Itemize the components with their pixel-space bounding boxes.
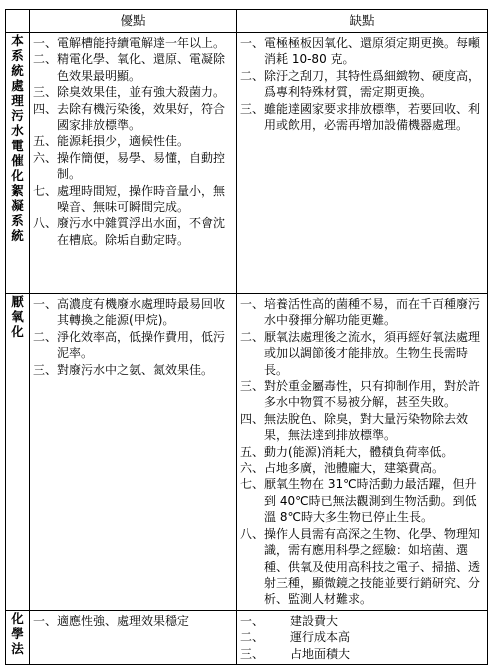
table-row bbox=[6, 611, 488, 665]
item-text: 對廢污水中之氨、氮效果佳。 bbox=[57, 362, 214, 377]
item-text: 操作人員需有高深之生物、化學、物理知識，需有應用科學之經驗：如培菌、選種、供氧及使用高科技之電子、掃描、透射三種，顯微鏡之技能並要行銷研究、分析、監測人材難求。 bbox=[264, 526, 481, 607]
item-text: 適應性強、處理效果穩定 bbox=[57, 614, 190, 628]
item-text: 占地多廣，池體龐大，建築費高。 bbox=[264, 461, 445, 476]
item-text: 動力(能源)消耗大，體積負荷率低。 bbox=[264, 444, 454, 459]
table-row bbox=[6, 33, 488, 294]
list-item bbox=[33, 133, 234, 149]
list-item bbox=[33, 613, 234, 629]
category-cell bbox=[6, 33, 30, 294]
item-text: 厭氧生物在 31℃時活動力最活躍，但升到 40℃時已無法觀測到生物活動。到低溫 8℃時大多生物已停止生長。 bbox=[264, 477, 477, 525]
list-item bbox=[240, 296, 485, 329]
item-number: 六、 bbox=[33, 150, 58, 165]
list-item bbox=[240, 646, 485, 662]
cons-list bbox=[237, 33, 487, 135]
item-text: 運行成本高 bbox=[290, 630, 351, 645]
list-item bbox=[240, 101, 485, 134]
item-number: 七、 bbox=[240, 477, 265, 492]
pros-cell bbox=[30, 611, 237, 665]
header-cons: 缺點 bbox=[237, 10, 488, 33]
item-number: 五、 bbox=[33, 134, 58, 149]
item-number: 二、 bbox=[33, 329, 58, 344]
category-label: 化學法 bbox=[11, 611, 24, 656]
item-text: 能源耗損少，適候性佳。 bbox=[57, 134, 190, 149]
item-text: 對於重金屬毒性，只有抑制作用，對於許多水中物質不易被分解，甚至失敗。 bbox=[264, 379, 481, 410]
item-number: 六、 bbox=[240, 461, 265, 476]
list-item bbox=[240, 411, 485, 444]
list-item bbox=[240, 526, 485, 608]
item-text: 培養活性高的菌種不易，而在千百種廢污水中發揮分解功能更難。 bbox=[264, 297, 481, 328]
header-corner bbox=[6, 10, 30, 33]
item-number: 三、 bbox=[240, 101, 265, 116]
list-item bbox=[33, 51, 234, 84]
item-text: 精電化學、氧化、還原、電凝除色效果最明顯。 bbox=[57, 52, 226, 83]
pros-list bbox=[30, 611, 236, 631]
item-number: 三、 bbox=[240, 646, 265, 661]
list-item bbox=[240, 378, 485, 411]
item-number: 二、 bbox=[33, 52, 58, 67]
item-number: 四、 bbox=[240, 411, 265, 426]
item-number: 八、 bbox=[240, 526, 265, 541]
item-text: 雖能達國家要求排放標準，若要回收、利用或飲用，必需再增加設備機器處理。 bbox=[264, 101, 481, 133]
cons-cell bbox=[237, 611, 488, 665]
pros-cell bbox=[30, 33, 237, 294]
item-text: 占地面積大 bbox=[290, 646, 351, 661]
list-item bbox=[240, 68, 485, 101]
item-text: 廢污水中雜質浮出水面，不會沈在槽底。除垢自動定時。 bbox=[57, 216, 226, 247]
list-item bbox=[33, 296, 234, 329]
category-cell bbox=[6, 611, 30, 665]
pros-list bbox=[30, 294, 236, 380]
cons-list bbox=[237, 294, 487, 610]
item-number: 七、 bbox=[33, 183, 58, 198]
comparison-table bbox=[5, 9, 488, 665]
list-item bbox=[33, 150, 234, 183]
cons-list bbox=[237, 611, 487, 664]
list-item bbox=[33, 362, 234, 378]
item-text: 除臭效果佳，並有強大殺菌力。 bbox=[57, 85, 226, 100]
item-text: 淨化效率高，低操作費用，低污泥率。 bbox=[57, 329, 226, 361]
pros-list bbox=[30, 33, 236, 250]
list-item bbox=[33, 183, 234, 216]
item-number: 三、 bbox=[33, 362, 58, 377]
item-text: 除汙之刮刀，其特性爲細緻物、硬度高，爲專利特殊材質，需定期更換。 bbox=[264, 68, 481, 100]
item-number: 一、 bbox=[240, 36, 265, 50]
category-cell bbox=[6, 294, 30, 611]
list-item bbox=[33, 84, 234, 100]
list-item bbox=[33, 215, 234, 248]
table-row bbox=[6, 294, 488, 611]
item-number: 五、 bbox=[240, 444, 265, 459]
item-number: 一、 bbox=[240, 614, 265, 628]
item-text: 處理時間短，操作時音量小，無噪音、無味可瞬間完成。 bbox=[57, 183, 226, 215]
list-item bbox=[240, 35, 485, 68]
item-number: 二、 bbox=[240, 329, 265, 344]
list-item bbox=[240, 476, 485, 525]
list-item bbox=[33, 329, 234, 362]
item-number: 三、 bbox=[240, 379, 265, 394]
item-text: 高濃度有機廢水處理時最易回收其轉換之能源(甲烷)。 bbox=[57, 297, 226, 328]
item-text: 電極極板因氧化、還原須定期更換。每噸消耗 10-80 克。 bbox=[264, 36, 481, 67]
item-number: 四、 bbox=[33, 101, 58, 116]
item-number: 一、 bbox=[33, 36, 58, 50]
category-label: 厭氧化 bbox=[11, 294, 24, 339]
item-number: 三、 bbox=[33, 85, 58, 100]
item-number: 一、 bbox=[33, 614, 58, 628]
header-row bbox=[6, 10, 488, 33]
item-text: 建設費大 bbox=[290, 614, 339, 628]
item-number: 一、 bbox=[33, 297, 58, 311]
cons-cell bbox=[237, 294, 488, 611]
list-item bbox=[33, 35, 234, 51]
cons-cell bbox=[237, 33, 488, 294]
pros-cell bbox=[30, 294, 237, 611]
list-item bbox=[240, 444, 485, 460]
item-text: 無法脫色、除臭，對大量污染物除去效果，無法達到排放標準。 bbox=[264, 411, 469, 443]
list-item bbox=[240, 629, 485, 645]
list-item bbox=[240, 329, 485, 378]
list-item bbox=[240, 460, 485, 476]
header-pros: 優點 bbox=[30, 10, 237, 33]
item-number: 八、 bbox=[33, 216, 58, 231]
item-number: 一、 bbox=[240, 297, 265, 311]
list-item bbox=[33, 101, 234, 134]
item-text: 厭氧法處理後之流水，須再經好氧法處理或加以調節後才能排放。生物生長需時長。 bbox=[264, 329, 481, 377]
item-text: 去除有機污染後，效果好，符合國家排放標準。 bbox=[57, 101, 226, 133]
list-item bbox=[240, 613, 485, 629]
item-text: 操作簡便，易學、易懂，自動控制。 bbox=[57, 150, 226, 182]
item-number: 二、 bbox=[240, 68, 265, 83]
item-number: 二、 bbox=[240, 630, 265, 645]
item-text: 電解槽能持續電解達一年以上。 bbox=[57, 36, 226, 50]
category-label: 本系統處理污水電催化絮凝系統 bbox=[11, 33, 24, 243]
